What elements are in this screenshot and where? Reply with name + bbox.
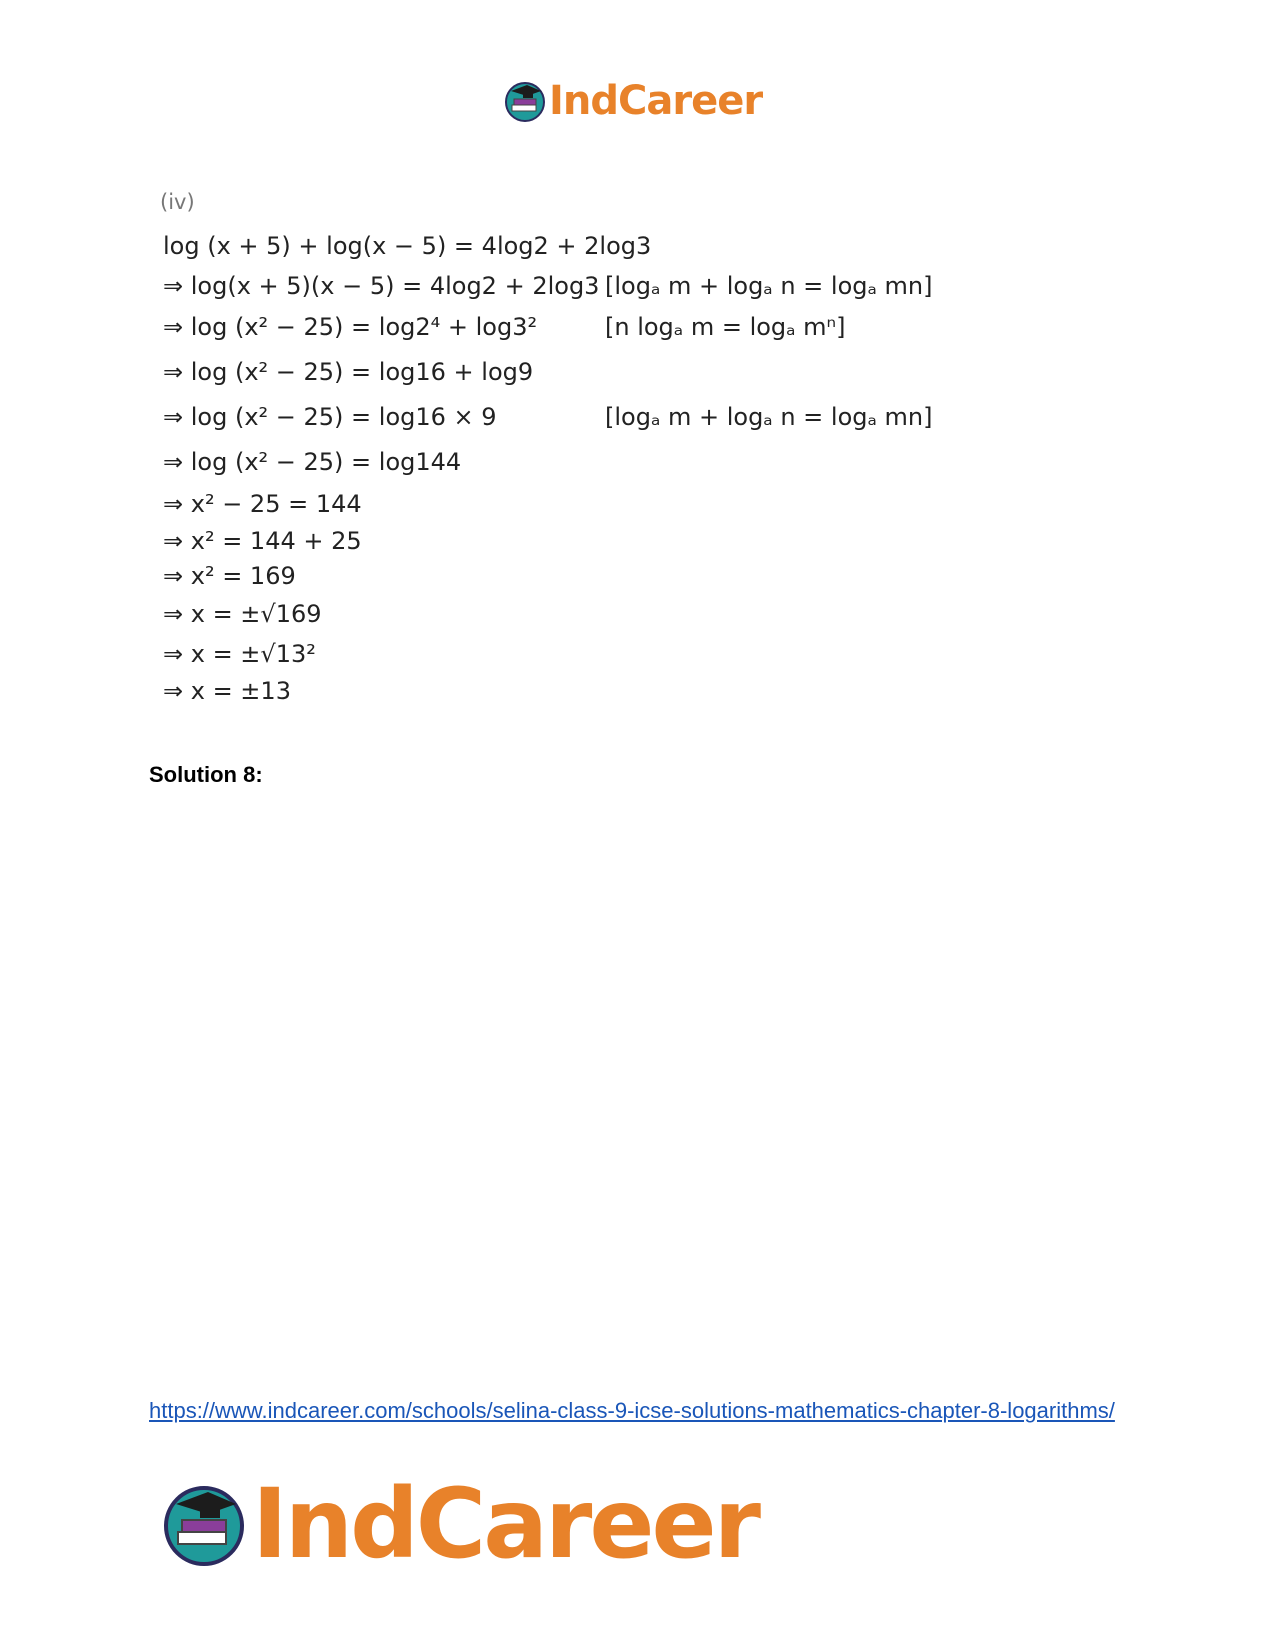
- math-step: ⇒ x² = 144 + 25: [163, 527, 362, 555]
- math-step: ⇒ x = ±√169: [163, 600, 322, 628]
- math-step: log (x + 5) + log(x − 5) = 4log2 + 2log3: [163, 232, 652, 260]
- math-step: ⇒ x = ±√13²: [163, 640, 316, 668]
- logo-wordmark: IndCareer: [252, 1468, 758, 1580]
- math-step: ⇒ x² = 169: [163, 562, 296, 590]
- step-reason: [n logₐ m = logₐ mⁿ]: [605, 313, 846, 341]
- part-label: (iv): [160, 190, 195, 214]
- source-link[interactable]: https://www.indcareer.com/schools/selina-class-9-icse-solutions-mathematics-chapter-8-logarithms/: [149, 1398, 1115, 1423]
- step-reason: [logₐ m + logₐ n = logₐ mn]: [605, 272, 933, 300]
- math-step: ⇒ log (x² − 25) = log16 × 9: [163, 403, 497, 431]
- graduation-cap-icon: [503, 79, 547, 123]
- math-step: ⇒ x = ±13: [163, 677, 291, 705]
- math-step: ⇒ log (x² − 25) = log2⁴ + log3²: [163, 313, 538, 341]
- step-reason: [logₐ m + logₐ n = logₐ mn]: [605, 403, 933, 431]
- solution-heading: Solution 8:: [149, 762, 263, 787]
- math-step: ⇒ log (x² − 25) = log16 + log9: [163, 358, 534, 386]
- graduation-cap-icon: [160, 1480, 248, 1568]
- header-logo: [503, 78, 762, 124]
- math-step: ⇒ log(x + 5)(x − 5) = 4log2 + 2log3: [163, 272, 600, 300]
- footer-logo: [160, 1468, 758, 1580]
- math-step: ⇒ log (x² − 25) = log144: [163, 448, 462, 476]
- math-step: ⇒ x² − 25 = 144: [163, 490, 362, 518]
- logo-wordmark: IndCareer: [549, 78, 763, 124]
